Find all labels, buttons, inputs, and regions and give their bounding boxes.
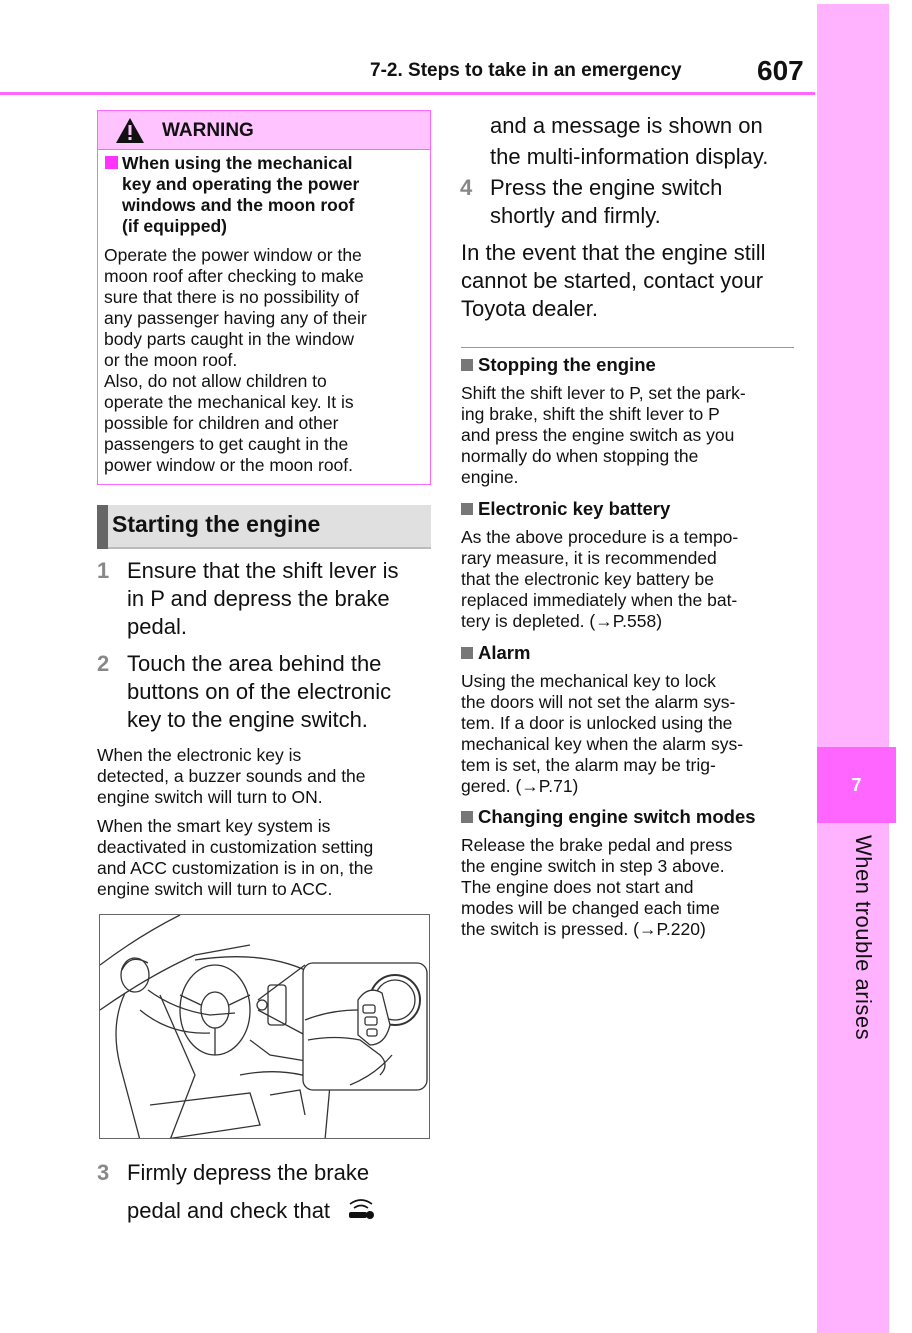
step-number: 2 — [97, 651, 110, 676]
illustration-touch-key-to-engine-switch — [99, 914, 430, 1139]
step2-note-2: When the smart key system is deactivated in customization setting and ACC customization is in on, the engine switch will turn to ACC. — [97, 816, 374, 899]
header-rule — [0, 92, 815, 95]
side-tab-strip — [817, 4, 889, 1333]
warning-box — [97, 110, 431, 485]
chapter-label: When trouble arises — [851, 835, 876, 1041]
divider — [461, 347, 794, 348]
warning-title: WARNING — [162, 120, 254, 141]
warning-triangle-icon — [115, 117, 145, 144]
chapter-tab[interactable] — [817, 747, 896, 823]
smart-key-indicator-icon — [346, 1198, 376, 1220]
note-title: Alarm — [461, 642, 806, 664]
note-alarm: Alarm Using the mechanical key to lock the doors will not set the alarm sys- tem. If a door is unlocked using the mechanical key when the alarm sys- tem is set, the alarm may be trig- gered. (→P.71) — [461, 642, 806, 797]
step-2: 2 Touch the area behind the buttons on of the electronic key to the engine switch. — [97, 651, 392, 732]
pink-square-bullet — [105, 156, 118, 169]
step-1: 1 Ensure that the shift lever is in P and depress the brake pedal. — [97, 558, 399, 639]
section-header — [97, 505, 431, 549]
warning-subheading: When using the mechanical key and operating the power windows and the moon roof (if equipped) — [105, 153, 423, 237]
section-bar — [97, 505, 108, 549]
note-changing-engine-switch-modes: Changing engine switch modes Release the brake pedal and press the engine switch in step 3 above. The engine does not start and modes will be changed each time the switch is pressed. (→P.220) — [461, 806, 806, 940]
step-number: 3 — [97, 1160, 110, 1185]
gray-square-bullet — [461, 359, 473, 371]
step-3: 3 Firmly depress the brake pedal and check that — [97, 1154, 427, 1234]
step-number: 1 — [97, 558, 110, 583]
gray-square-bullet — [461, 503, 473, 515]
note-title: Stopping the engine — [461, 354, 806, 376]
warning-header — [98, 111, 430, 150]
section-title: Starting the engine — [112, 511, 321, 537]
note-stopping-engine: Stopping the engine Shift the shift lever to P, set the park- ing brake, shift the shift lever to P and press the engine switch as you normally do when stopping the engine. — [461, 354, 806, 488]
fallback-text: In the event that the engine still cannot be started, contact your Toyota dealer. — [461, 240, 766, 321]
header-section-title: 7-2. Steps to take in an emergency — [370, 60, 682, 81]
warning-body: Operate the power window or the moon roof after checking to make sure that there is no possibility of any passenger having any of their body parts caught in the window or the moon roof. Also, do not allow children to operate the mechanical key. It is possible for children and other passengers to get caught in the power window or the moon roof. — [104, 245, 367, 475]
gray-square-bullet — [461, 647, 473, 659]
note-electronic-key-battery: Electronic key battery As the above procedure is a tempo- rary measure, it is recommended that the electronic key battery be replaced immediately when the bat- tery is depleted. (→P.558) — [461, 498, 806, 632]
step-number: 4 — [460, 175, 473, 200]
step3-continued: and a message is shown on the multi-information display. — [490, 113, 769, 169]
step2-note-1: When the electronic key is detected, a buzzer sounds and the engine switch will turn to ON. — [97, 745, 366, 807]
note-title: Changing engine switch modes — [461, 806, 806, 828]
gray-square-bullet — [461, 811, 473, 823]
chapter-number: 7 — [851, 774, 862, 795]
note-title: Electronic key battery — [461, 498, 806, 520]
step-4: 4 Press the engine switch shortly and firmly. — [460, 175, 723, 228]
page-number: 607 — [757, 55, 804, 86]
